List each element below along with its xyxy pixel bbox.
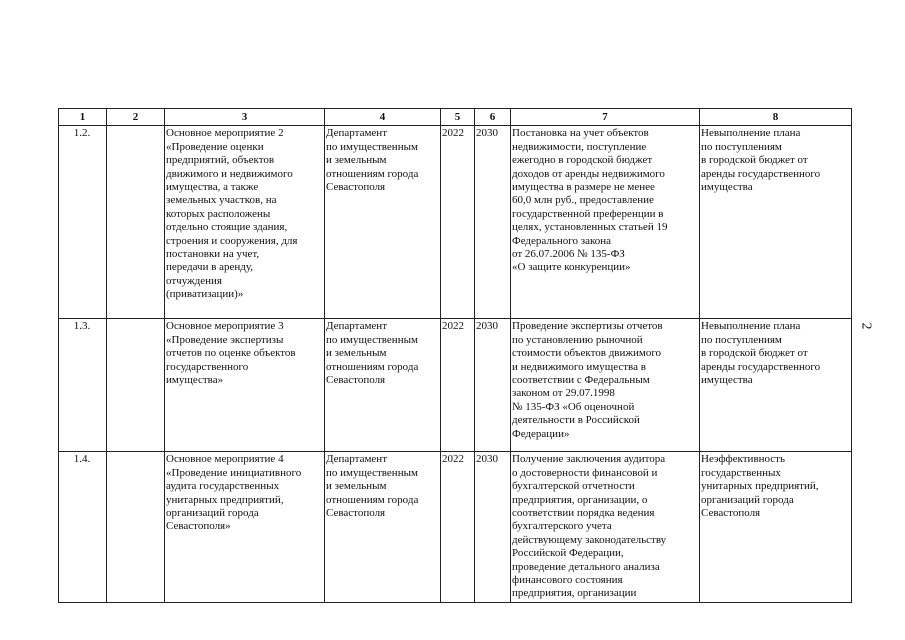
column-header: 5 [441,109,475,126]
page-number: 2 [858,322,874,330]
column-header: 4 [325,109,441,126]
activity-title: Основное мероприятие 2 «Проведение оценки предприятий, объектов движимого и недвижимого имущества, а также земельных участков, на которых расположены отдельно стоящие здания, строения и сооружения, для постановки на учет, передачи в аренду, отчуждения (приватизации)» [165,126,325,319]
risk-consequence: Неэффективность государственных унитарных предприятий, организаций города Севастополя [700,452,852,603]
responsible-department: Департамент по имущественным и земельным отношениям города Севастополя [325,319,441,452]
risk-consequence: Невыполнение плана по поступлениям в городской бюджет от аренды государственного имущества [700,319,852,452]
start-year: 2022 [441,126,475,319]
start-year: 2022 [441,319,475,452]
column-header: 3 [165,109,325,126]
empty-cell [107,319,165,452]
end-year: 2030 [475,319,511,452]
row-number: 1.2. [59,126,107,319]
start-year: 2022 [441,452,475,603]
risk-consequence: Невыполнение плана по поступлениям в городской бюджет от аренды государственного имущества [700,126,852,319]
column-header: 6 [475,109,511,126]
column-header: 7 [511,109,700,126]
row-number: 1.4. [59,452,107,603]
expected-result: Проведение экспертизы отчетов по установлению рыночной стоимости объектов движимого и недвижимого имущества в соответствии с Федеральным законом от 29.07.1998 № 135-ФЗ «Об оценочной деятельности в Российской Федерации» [511,319,700,452]
table-header-row [59,109,852,126]
activity-title: Основное мероприятие 4 «Проведение инициативного аудита государственных унитарных предприятий, организаций города Севастополя» [165,452,325,603]
expected-result: Постановка на учет объектов недвижимости, поступление ежегодно в городской бюджет доходов от аренды недвижимого имущества в размере не менее 60,0 млн руб., предоставление государственной преференции в целях, установленных статьей 19 Федерального закона от 26.07.2006 № 135-ФЗ «О защите конкуренции» [511,126,700,319]
responsible-department: Департамент по имущественным и земельным отношениям города Севастополя [325,126,441,319]
table-row [59,452,852,603]
column-header: 2 [107,109,165,126]
activities-table [58,108,852,603]
expected-result: Получение заключения аудитора о достоверности финансовой и бухгалтерской отчетности предприятия, организации, о соответствии порядка ведения бухгалтерского учета действующему законодательству Российской Федерации, проведение детального анализа финансового состояния предприятия, организации [511,452,700,603]
table-row [59,126,852,319]
empty-cell [107,126,165,319]
empty-cell [107,452,165,603]
column-header: 8 [700,109,852,126]
row-number: 1.3. [59,319,107,452]
responsible-department: Департамент по имущественным и земельным отношениям города Севастополя [325,452,441,603]
column-header: 1 [59,109,107,126]
table-row [59,319,852,452]
end-year: 2030 [475,126,511,319]
activity-title: Основное мероприятие 3 «Проведение экспертизы отчетов по оценке объектов государственного имущества» [165,319,325,452]
end-year: 2030 [475,452,511,603]
